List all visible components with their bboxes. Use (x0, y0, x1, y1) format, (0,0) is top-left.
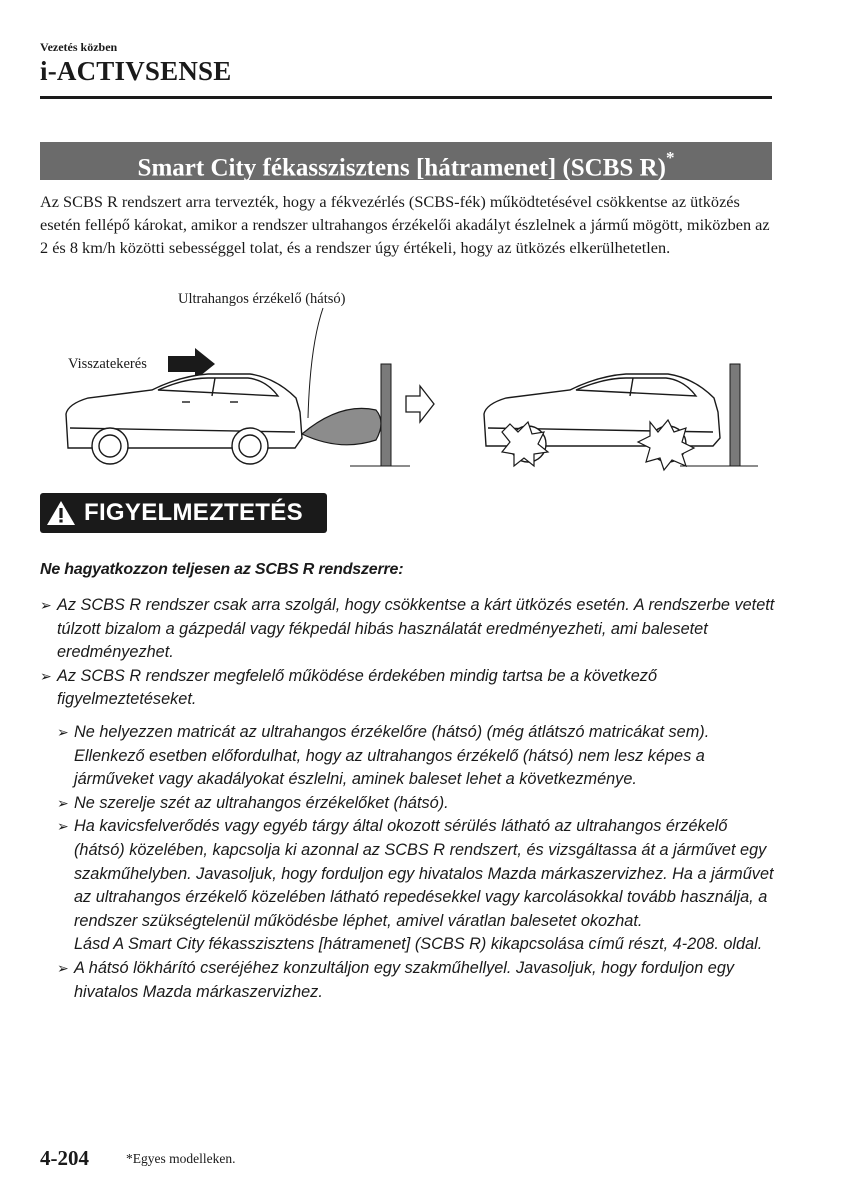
warning-triangle-icon (46, 499, 76, 527)
running-head: Vezetés közben (40, 40, 118, 54)
list-item (57, 957, 779, 1004)
scbs-r-illustration (40, 286, 800, 486)
intro-paragraph: Az SCBS R rendszert arra tervezték, hogy a fékvezérlés (SCBS-fék) működtetésével csökkentse az ütközés esetén fellépő károkat, amikor a rendszer ultrahangos érzékelői akadályt észlelnek a jármű mögött, miközben az 2 és 8 km/h közötti sebességgel tolat, és a rendszer úgy értékeli, hogy az ütközés elkerülhetetlen. (40, 192, 770, 258)
list-item-continuation (57, 933, 779, 957)
sensor-label: Ultrahangos érzékelő (hátsó) (178, 291, 346, 307)
sensor-leader-line (308, 308, 323, 418)
list-item-text: Ne szerelje szét az ultrahangos érzékelőket (hátsó). (74, 793, 449, 812)
bullet-arrow-icon: ➢ (57, 794, 69, 811)
list-item-text: Az SCBS R rendszer csak arra szolgál, hogy csökkentse a kárt ütközés esetén. A rendszerbe vetett túlzott bizalom a gázpedál vagy fékpedál hibás használatát eredményezheti, ami balesetet eredményezhet. (57, 596, 775, 662)
list-item (57, 815, 779, 933)
bullet-arrow-icon: ➢ (57, 724, 69, 740)
bullet-arrow-icon: ➢ (40, 597, 52, 613)
transition-arrow-icon (406, 386, 434, 422)
section-title (40, 142, 772, 180)
warning-heading-text: FIGYELMEZTETÉS (84, 499, 303, 526)
list-item-text: Az SCBS R rendszer megfelelő működése érdekében mindig tartsa be a következő figyelmeztetéseket. (57, 666, 658, 709)
list-item-text: Ne helyezzen matricát az ultrahangos érzékelőre (hátsó) (még átlátszó matricákat sem). Ellenkező esetben előfordulhat, hogy az ultrahangos érzékelő (hátsó) nem lesz képes a járműveket vagy akadályokat észlelni, aminek baleset lehet a következménye. (74, 723, 710, 789)
wall-icon (381, 364, 391, 466)
warning-lead: Ne hagyatkozzon teljesen az SCBS R rendszerre: (40, 561, 404, 578)
page-number: 4-204 (40, 1146, 89, 1170)
bullet-arrow-icon: ➢ (40, 667, 52, 684)
warning-sublist (57, 721, 779, 1004)
cross-reference-text: Lásd A Smart City fékasszisztens [hátramenet] (SCBS R) kikapcsolása című részt, 4-208. oldal. (74, 935, 763, 954)
list-item-text: A hátsó lökhárító cseréjéhez konzultáljon egy szakműhellyel. Javasoljuk, hogy forduljon egy hivatalos Mazda márkaszervizhez. (74, 958, 735, 1001)
warning-heading (40, 493, 327, 533)
section-title-text: Smart City fékasszisztens [hátramenet] (SCBS R) (137, 154, 666, 182)
footnote: *Egyes modelleken. (126, 1151, 236, 1166)
bullet-arrow-icon: ➢ (57, 818, 69, 835)
list-item-text: Ha kavicsfelverődés vagy egyéb tárgy által okozott sérülés látható az ultrahangos érzékelő (hátsó) közelében, kapcsolja ki azonnal az SCBS R rendszert, és vizsgáltassa át a járművet egy szakműhelyben. Javasoljuk, hogy forduljon egy hivatalos Mazda márkaszervizhez. Ha a járművet az ultrahangos érzékelő közelében látható repedésekkel vagy karcolásokkal tovább használja, a rendszer szükségtelenül működésbe léphet, amivel váratlan balesetet okozhat. (74, 817, 774, 930)
chapter-rule (40, 96, 772, 99)
list-item (57, 721, 779, 792)
warning-list (40, 594, 780, 712)
chapter-title: i-ACTIVSENSE (40, 56, 232, 86)
list-item (40, 594, 780, 665)
car-icon (66, 374, 302, 464)
bullet-arrow-icon: ➢ (57, 959, 69, 976)
list-item (57, 792, 779, 816)
wall-icon (730, 364, 740, 466)
list-item (40, 665, 780, 712)
footnote-mark: * (665, 148, 675, 167)
reversing-label: Visszatekerés (68, 356, 147, 372)
ultrasonic-wave-icon (302, 408, 381, 444)
